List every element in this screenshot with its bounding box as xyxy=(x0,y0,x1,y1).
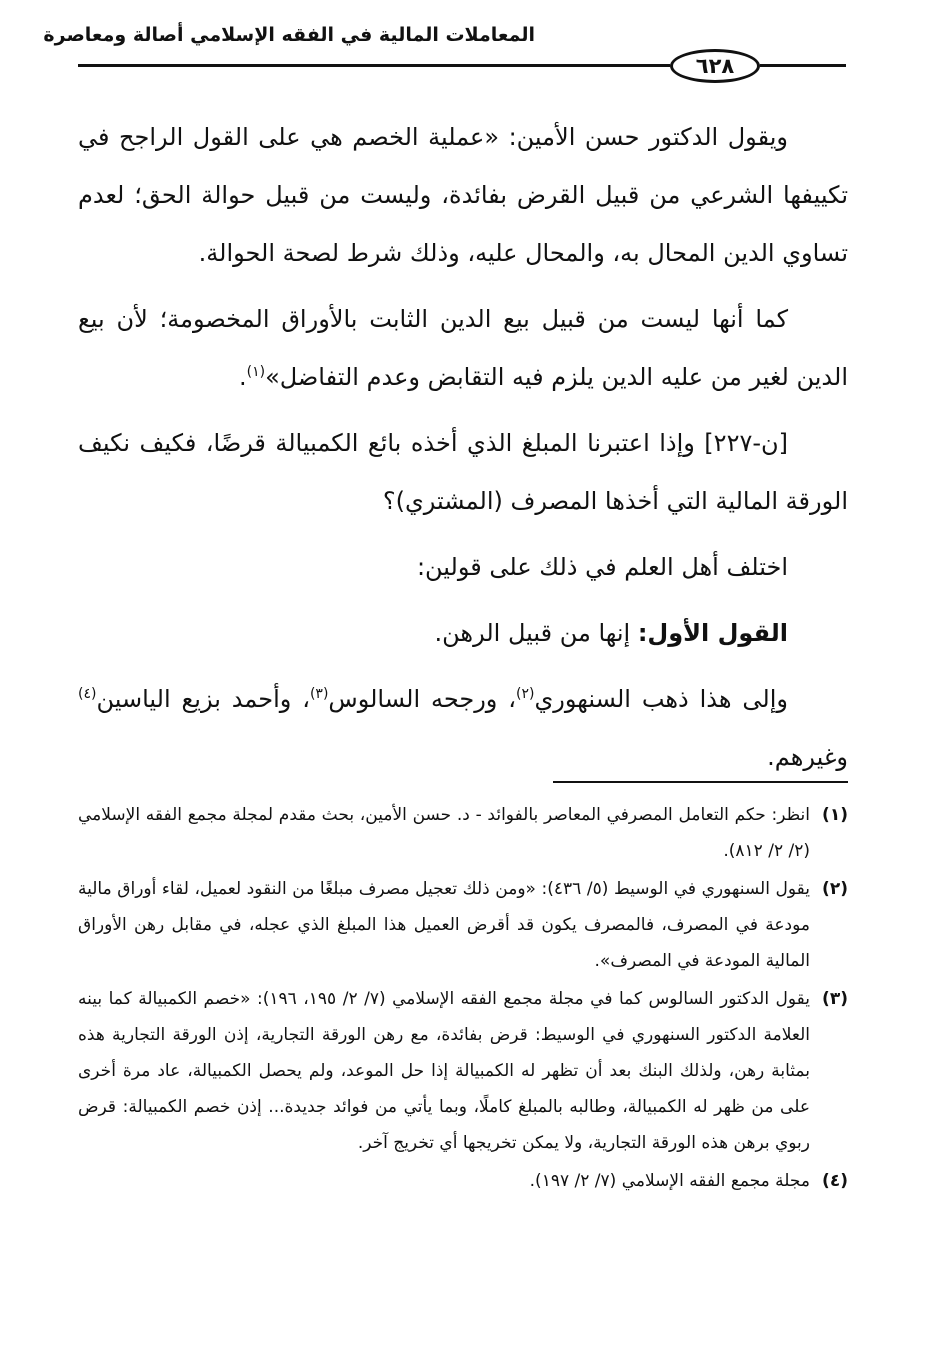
paragraph-2 xyxy=(78,290,848,406)
footnotes xyxy=(78,797,848,1201)
footnote-ref-3: (٣) xyxy=(309,686,329,702)
header-rule-right xyxy=(760,64,846,67)
paragraph-2-text: كما أنها ليست من قبيل بيع الدين الثابت بالأوراق المخصومة؛ لأن بيع الدين لغير من عليه الدين يلزم فيه التقابض وعدم التفاضل» xyxy=(78,305,848,391)
main-text xyxy=(78,108,848,794)
footnote-text: انظر: حكم التعامل المصرفي المعاصر بالفوائد - د. حسن الأمين، بحث مقدم لمجلة مجمع الفقه الإسلامي (٢/ ٢/ ٨١٢). xyxy=(78,805,810,861)
header-rule-left xyxy=(78,64,670,67)
footnote xyxy=(78,871,848,979)
page-number: ٦٢٨ xyxy=(670,49,760,83)
footnote-number: (٣) xyxy=(822,989,848,1009)
footnote-number: (١) xyxy=(822,805,848,825)
paragraph-5 xyxy=(78,604,848,662)
paragraph-2-end: . xyxy=(238,363,247,391)
footnote-number: (٢) xyxy=(822,879,848,899)
footnote xyxy=(78,797,848,869)
paragraph-6 xyxy=(78,670,848,786)
first-opinion-label: القول الأول: xyxy=(637,619,788,647)
first-opinion-text: إنها من قبيل الرهن. xyxy=(434,619,638,647)
paragraph-3: [ن-٢٢٧] وإذا اعتبرنا المبلغ الذي أخذه بائع الكمبيالة قرضًا، فكيف نكيف الورقة المالية التي أخذها المصرف (المشتري)؟ xyxy=(78,429,848,515)
footnote-text: مجلة مجمع الفقه الإسلامي (٧/ ٢/ ١٩٧). xyxy=(529,1171,810,1191)
footnote-ref-4: (٤) xyxy=(78,686,97,702)
paragraph-6-b: ، ورجحه السالوس xyxy=(328,685,517,713)
running-head-title: المعاملات المالية في الفقه الإسلامي أصالة ومعاصرة xyxy=(43,24,535,46)
footnote-number: (٤) xyxy=(822,1171,848,1191)
footnote-text: يقول الدكتور السالوس كما في مجلة مجمع الفقه الإسلامي (٧/ ٢/ ١٩٥، ١٩٦): «خصم الكمبيالة كما بينه العلامة الدكتور السنهوري في الوسيط: قرض بفائدة، مع رهن الورقة التجارية، إذن الورقة التجارية هذه بمثابة رهن، ولذلك البنك بعد أن تظهر له الكمبيالة إذا حل الموعد، ولم يحصل الكمبيالة، عاد مرة أخرى على من ظهر له الكمبيالة، وطالبه بالمبلغ كاملًا، وبما يأتي من فوائد جديدة... إذن خصم الكمبيالة: قرض ربوي برهن هذه الورقة التجارية، ولا يمكن تخريجها أي تخريج آخر. xyxy=(78,989,811,1153)
paragraph-1: ويقول الدكتور حسن الأمين: «عملية الخصم هي على القول الراجح في تكييفها الشرعي من قبيل القرض بفائدة، وليست من قبيل حوالة الحق؛ لعدم تساوي الدين المحال به، والمحال عليه، وذلك شرط لصحة الحوالة. xyxy=(78,123,848,267)
footnote-ref-1: (١) xyxy=(246,364,266,380)
footnote-ref-2: (٢) xyxy=(516,686,535,702)
footnote xyxy=(78,1163,848,1199)
paragraph-6-d: وغيرهم. xyxy=(767,743,848,771)
footnote xyxy=(78,981,848,1161)
footnote-text: يقول السنهوري في الوسيط (٥/ ٤٣٦): «ومن ذلك تعجيل مصرف مبلغًا من النقود لعميل، لقاء أوراق مالية مودعة في المصرف، فالمصرف يكون قد أقرض العميل هذا المبلغ الذي عجله، في مقابل رهن الأوراق المالية المودعة في المصرف». xyxy=(78,879,810,971)
footnote-divider xyxy=(553,781,848,783)
paragraph-6-a: وإلى هذا ذهب السنهوري xyxy=(534,685,788,713)
paragraph-6-c: ، وأحمد بزيع الياسين xyxy=(96,685,310,713)
paragraph-4: اختلف أهل العلم في ذلك على قولين: xyxy=(416,553,788,581)
